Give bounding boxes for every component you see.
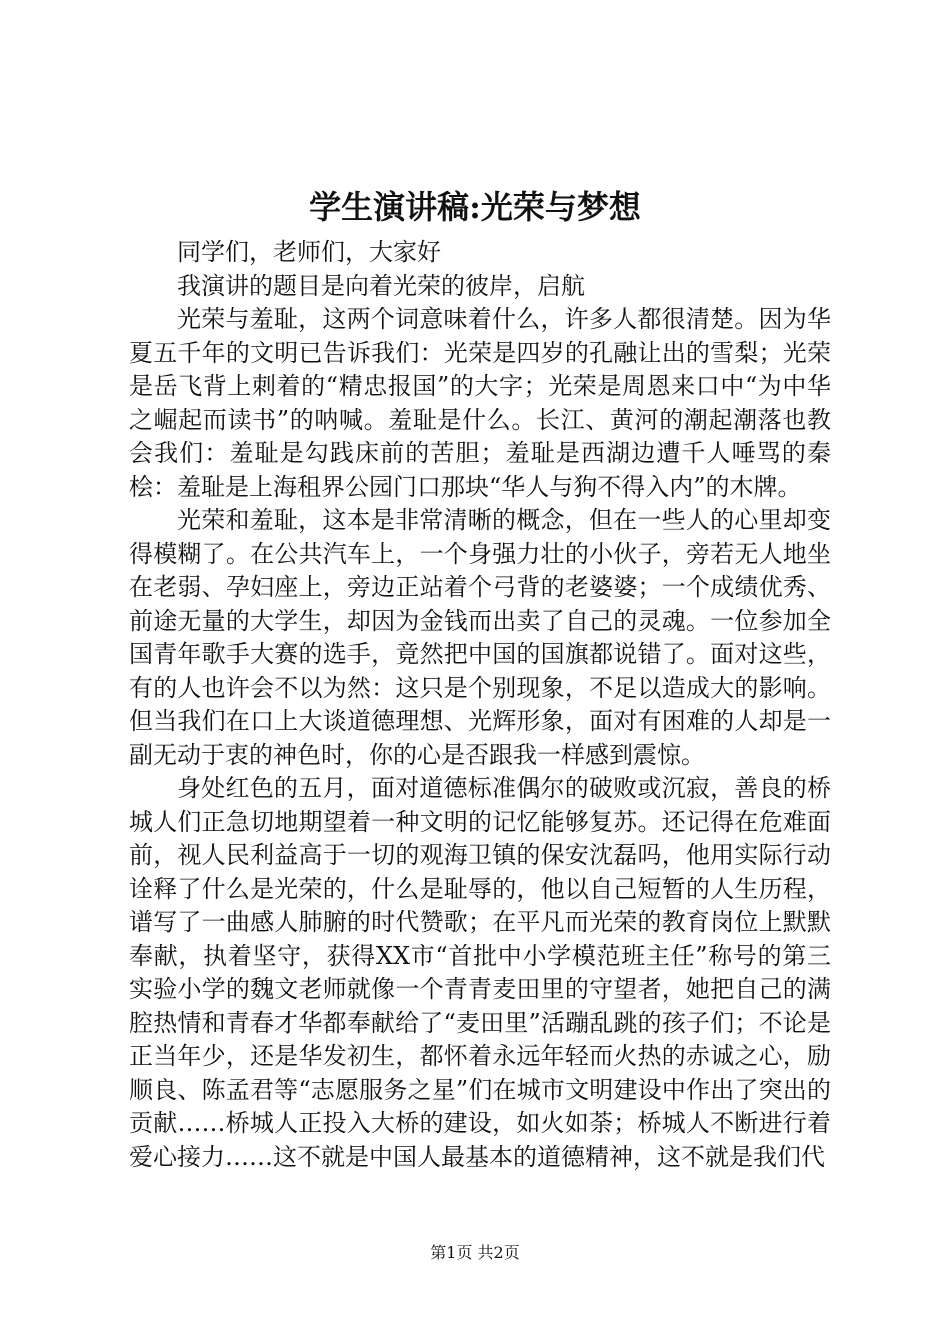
document-body: [129, 236, 831, 1174]
paragraph-blurred-concepts: 光荣和羞耻，这本是非常清晰的概念，但在一些人的心里却变得模糊了。在公共汽车上，一个身强力壮的小伙子，旁若无人地坐在老弱、孕妇座上，旁边正站着个弓背的老婆婆；一个成绩优秀、前途无量的大学生，却因为金钱而出卖了自己的灵魂。一位参加全国青年歌手大赛的选手，竟然把中国的国旗都说错了。面对这些，有的人也许会不以为然：这只是个别现象，不足以造成大的影响。但当我们在口上大谈道德理想、光辉形象，面对有困难的人却是一副无动于衷的神色时，你的心是否跟我一样感到震惊。: [129, 506, 831, 769]
paragraph-topic: 我演讲的题目是向着光荣的彼岸，启航: [177, 271, 585, 300]
paragraph-red-may: 身处红色的五月，面对道德标准偶尔的破败或沉寂，善良的桥城人们正急切地期望着一种文明的记忆能够复苏。还记得在危难面前，视人民利益高于一切的观海卫镇的保安沈磊吗，他用实际行动诠释了什么是光荣的，什么是耻辱的，他以自己短暂的人生历程，谱写了一曲感人肺腑的时代赞歌；在平凡而光荣的教育岗位上默默奉献，执着坚守，获得XX市“首批中小学模范班主任”称号的第三实验小学的魏文老师就像一个青青麦田里的守望者，她把自己的满腔热情和青春才华都奉献给了“麦田里”活蹦乱跳的孩子们；不论是正当年少，还是华发初生，都怀着永远年轻而火热的赤诚之心，励顺良、陈孟君等“志愿服务之星”们在城市文明建设中作出了突出的贡献……桥城人正投入大桥的建设，如火如荼；桥城人不断进行着爱心接力……这不就是中国人最基本的道德精神，这不就是我们代: [129, 774, 831, 1171]
document-title: 学生演讲稿:光荣与梦想: [309, 188, 641, 226]
paragraph-greeting: 同学们，老师们，大家好: [177, 238, 441, 266]
paragraph-glory-and-shame: 光荣与羞耻，这两个词意味着什么，许多人都很清楚。因为华夏五千年的文明已告诉我们：光荣是四岁的孔融让出的雪梨；光荣是岳飞背上刺着的“精忠报国”的大字；光荣是周恩来口中“为中华之崛起而读书”的呐喊。羞耻是什么。长江、黄河的潮起潮落也教会我们：羞耻是勾践床前的苦胆；羞耻是西湖边遭千人唾骂的秦桧：羞耻是上海租界公园门口那块“华人与狗不得入内”的木牌。: [129, 305, 831, 501]
page-number-footer: 第1页 共2页: [430, 1243, 520, 1262]
